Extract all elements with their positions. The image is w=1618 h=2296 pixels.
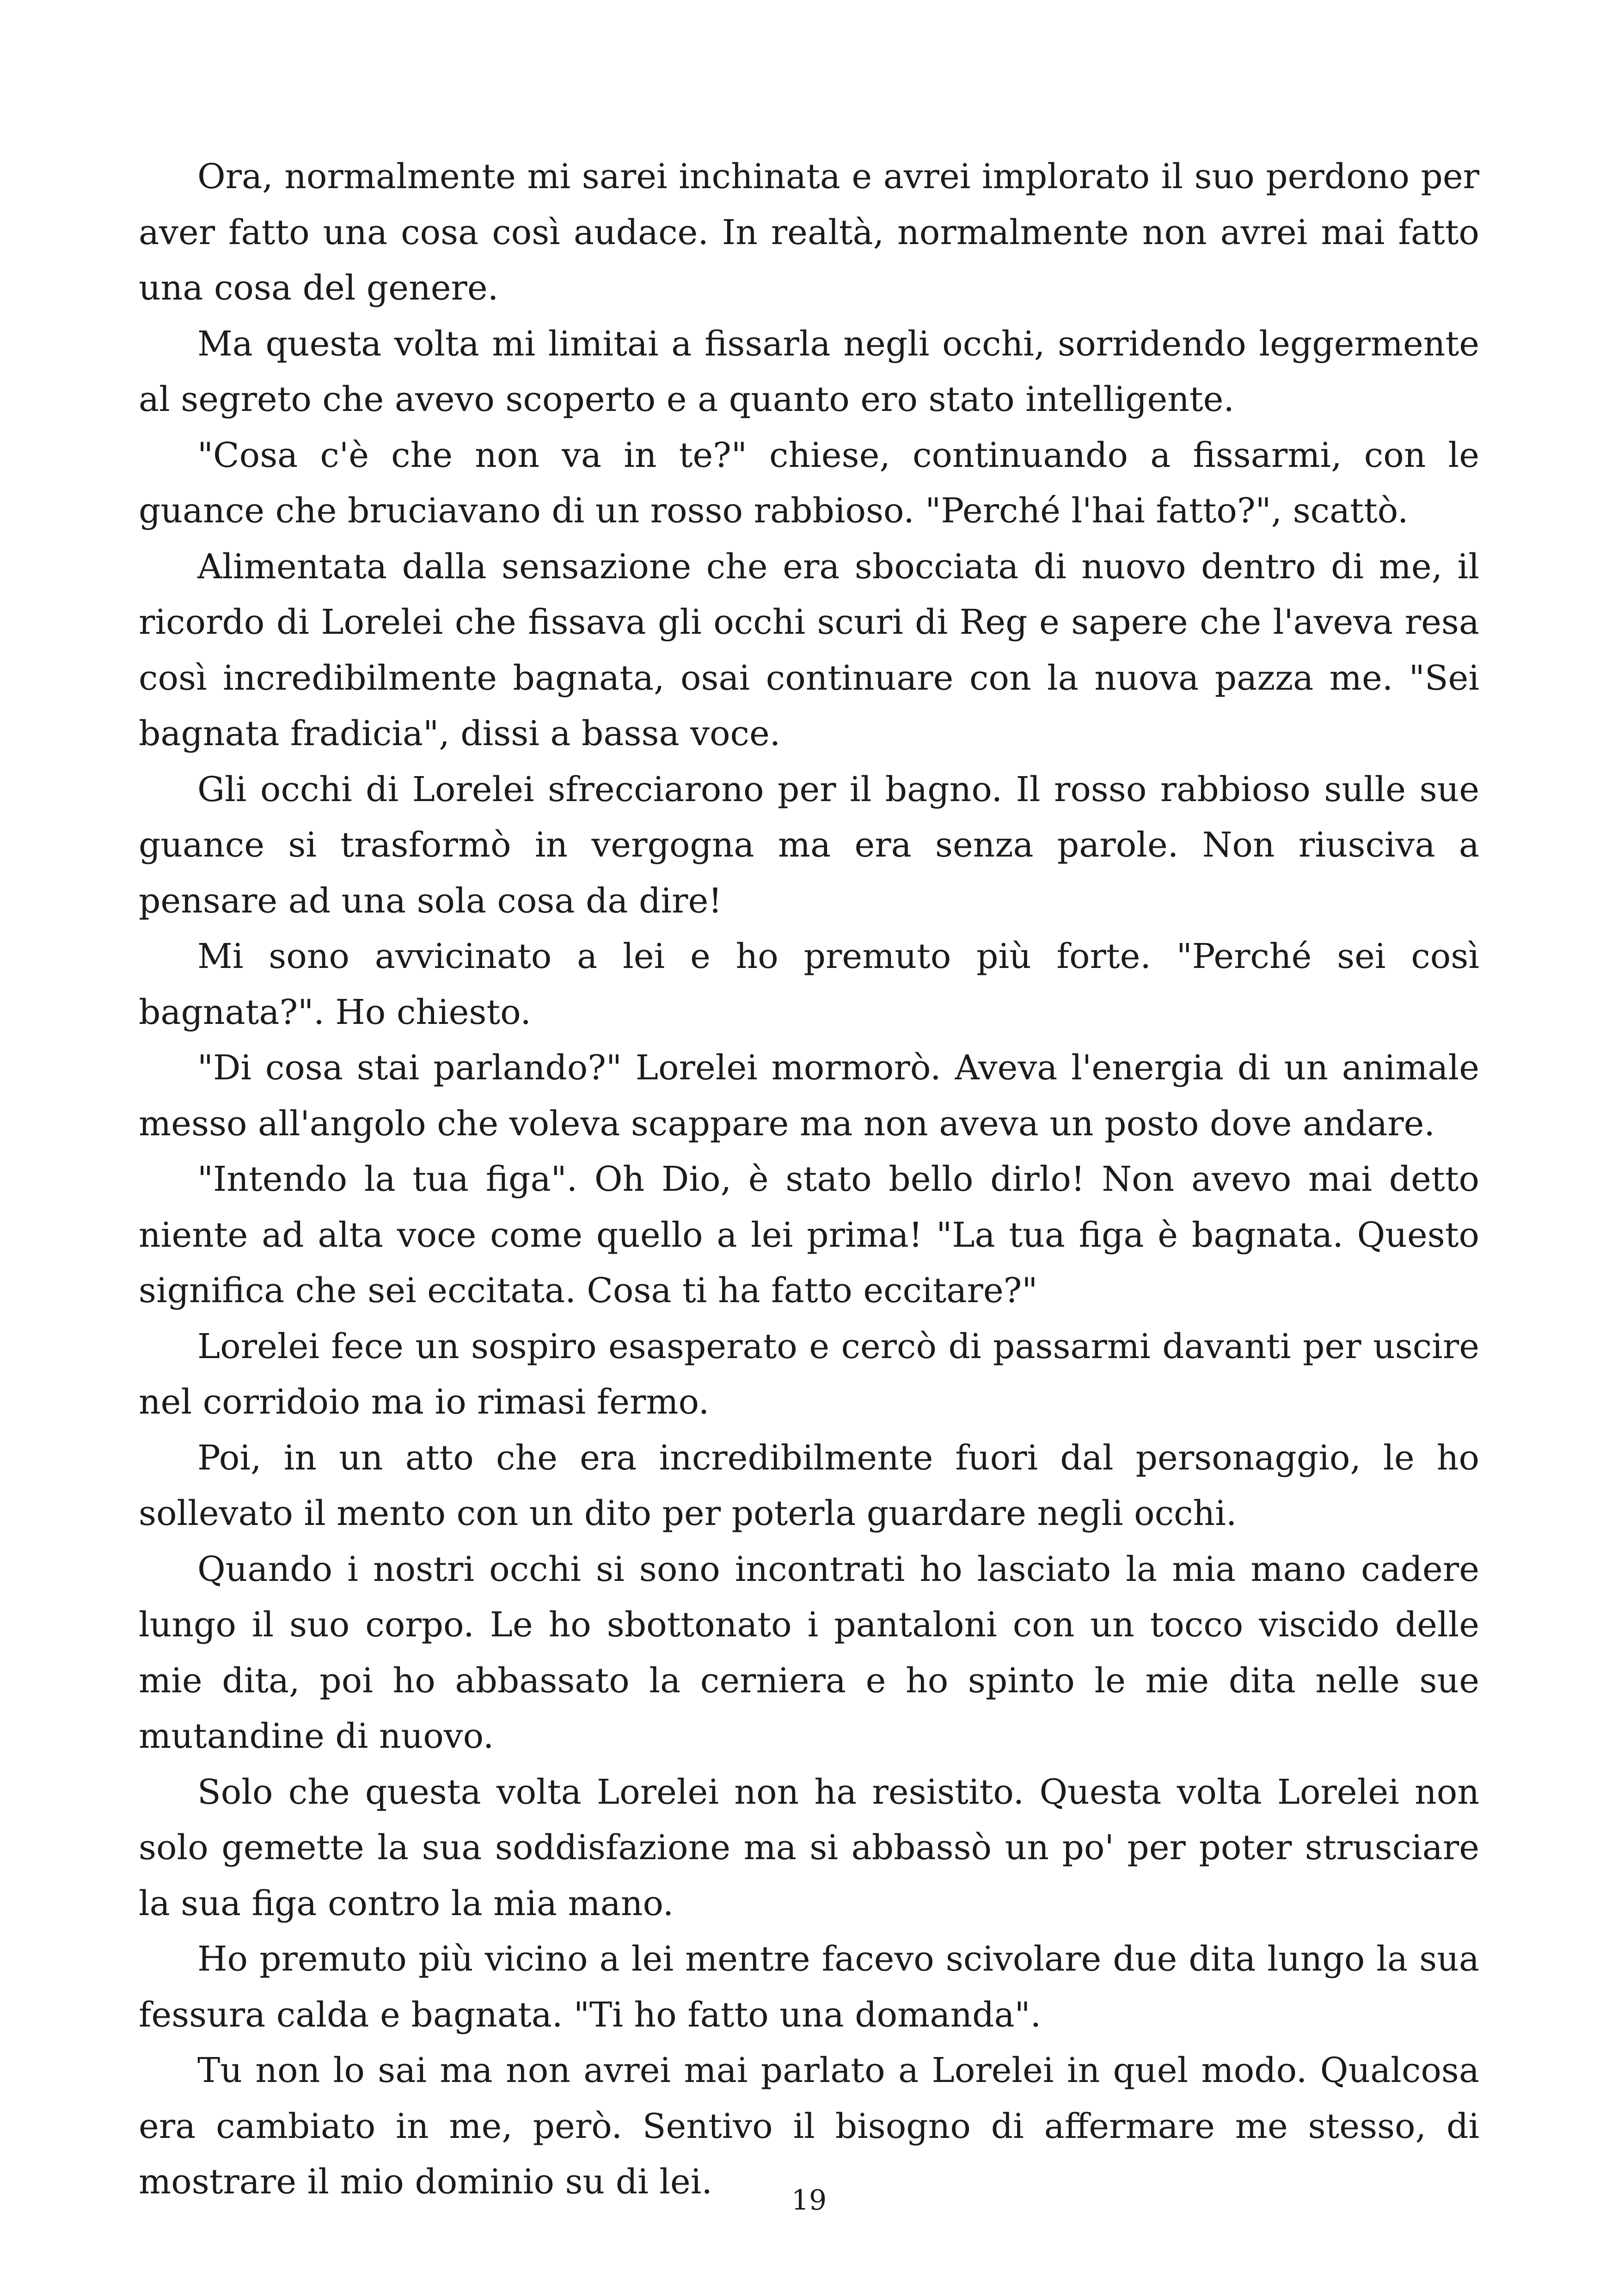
body-text — [139, 149, 1479, 2210]
page-number: 19 — [791, 2184, 827, 2216]
paragraph: Gli occhi di Lorelei sfrecciarono per il bagno. Il rosso rabbioso sulle sue guance si trasformò in vergogna ma era senza parole. Non riusciva a pensare ad una sola cosa da dire! — [139, 769, 1479, 921]
paragraph: Quando i nostri occhi si sono incontrati ho lasciato la mia mano cadere lungo il suo corpo. Le ho sbottonato i pantaloni con un tocco viscido delle mie dita, poi ho abbassato la cerniera e ho spinto le mie dita nelle sue mutandine di nuovo. — [139, 1549, 1479, 1756]
paragraph: "Cosa c'è che non va in te?" chiese, continuando a fissarmi, con le guance che bruciavano di un rosso rabbioso. "Perché l'hai fatto?", scattò. — [139, 435, 1479, 531]
paragraph: "Di cosa stai parlando?" Lorelei mormorò. Aveva l'energia di un animale messo all'angolo che voleva scappare ma non aveva un posto dove andare. — [139, 1048, 1479, 1144]
paragraph: Mi sono avvicinato a lei e ho premuto più forte. "Perché sei così bagnata?". Ho chiesto. — [139, 937, 1479, 1032]
paragraph: Alimentata dalla sensazione che era sbocciata di nuovo dentro di me, il ricordo di Lorelei che fissava gli occhi scuri di Reg e sapere che l'aveva resa così incredibilmente bagnata, osai continuare con la nuova pazza me. "Sei bagnata fradicia", dissi a bassa voce. — [139, 546, 1479, 753]
paragraph: Lorelei fece un sospiro esasperato e cercò di passarmi davanti per uscire nel corridoio ma io rimasi fermo. — [139, 1326, 1479, 1422]
paragraph: Tu non lo sai ma non avrei mai parlato a Lorelei in quel modo. Qualcosa era cambiato in me, però. Sentivo il bisogno di affermare me stesso, di mostrare il mio dominio su di lei. — [139, 2051, 1479, 2202]
paragraph: Solo che questa volta Lorelei non ha resistito. Questa volta Lorelei non solo gemette la sua soddisfazione ma si abbassò un po' per poter strusciare la sua figa contro la mia mano. — [139, 1772, 1479, 1923]
paragraph: Ho premuto più vicino a lei mentre facevo scivolare due dita lungo la sua fessura calda e bagnata. "Ti ho fatto una domanda". — [139, 1939, 1479, 2035]
paragraph: Ora, normalmente mi sarei inchinata e avrei implorato il suo perdono per aver fatto una cosa così audace. In realtà, normalmente non avrei mai fatto una cosa del genere. — [139, 157, 1479, 308]
paragraph: Poi, in un atto che era incredibilmente fuori dal personaggio, le ho sollevato il mento con un dito per poterla guardare negli occhi. — [139, 1438, 1479, 1533]
paragraph: "Intendo la tua figa". Oh Dio, è stato bello dirlo! Non avevo mai detto niente ad alta voce come quello a lei prima! "La tua figa è bagnata. Questo significa che sei eccitata. Cosa ti ha fatto eccitare?" — [139, 1159, 1479, 1310]
paragraph: Ma questa volta mi limitai a fissarla negli occhi, sorridendo leggermente al segreto che avevo scoperto e a quanto ero stato intelligente. — [139, 324, 1479, 419]
